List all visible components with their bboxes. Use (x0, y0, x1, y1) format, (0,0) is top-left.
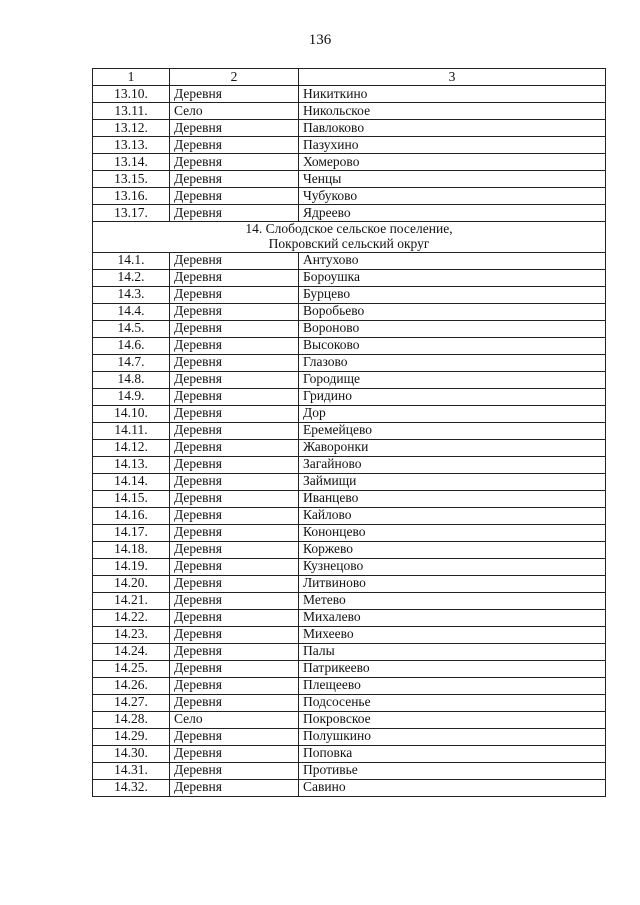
row-number: 13.14. (93, 154, 170, 171)
settlement-type: Деревня (170, 354, 299, 371)
table-row (93, 456, 606, 473)
settlement-name: Ченцы (299, 171, 606, 188)
settlement-name: Никольское (299, 103, 606, 120)
settlement-type: Деревня (170, 541, 299, 558)
row-number: 14.18. (93, 541, 170, 558)
settlement-type: Деревня (170, 205, 299, 222)
settlement-name: Павлоково (299, 120, 606, 137)
row-number: 14.17. (93, 524, 170, 541)
settlement-name: Михалево (299, 609, 606, 626)
table-row (93, 507, 606, 524)
settlement-type: Деревня (170, 120, 299, 137)
settlement-name: Чубуково (299, 188, 606, 205)
row-number: 14.16. (93, 507, 170, 524)
settlement-name: Полушкино (299, 728, 606, 745)
row-number: 14.10. (93, 405, 170, 422)
settlement-type: Деревня (170, 405, 299, 422)
settlement-name: Городище (299, 371, 606, 388)
row-number: 14.24. (93, 643, 170, 660)
row-number: 14.30. (93, 745, 170, 762)
row-number: 14.8. (93, 371, 170, 388)
settlement-type: Деревня (170, 286, 299, 303)
table-row (93, 643, 606, 660)
table-row (93, 86, 606, 103)
table-row (93, 660, 606, 677)
row-number: 14.5. (93, 320, 170, 337)
table-row (93, 779, 606, 796)
row-number: 14.29. (93, 728, 170, 745)
settlement-type: Деревня (170, 422, 299, 439)
settlement-type: Деревня (170, 592, 299, 609)
settlement-name: Кузнецово (299, 558, 606, 575)
table-row (93, 388, 606, 405)
column-header-1: 1 (93, 69, 170, 86)
settlement-type: Деревня (170, 439, 299, 456)
settlement-name: Подсосенье (299, 694, 606, 711)
table-row (93, 728, 606, 745)
settlement-type: Деревня (170, 137, 299, 154)
row-number: 14.9. (93, 388, 170, 405)
settlement-type: Деревня (170, 303, 299, 320)
row-number: 13.17. (93, 205, 170, 222)
row-number: 14.19. (93, 558, 170, 575)
settlement-name: Кононцево (299, 524, 606, 541)
settlement-type: Деревня (170, 388, 299, 405)
section-heading (93, 222, 606, 253)
settlement-name: Жаворонки (299, 439, 606, 456)
row-number: 13.15. (93, 171, 170, 188)
settlement-type: Деревня (170, 252, 299, 269)
row-number: 14.11. (93, 422, 170, 439)
settlement-name: Иванцево (299, 490, 606, 507)
settlement-type: Село (170, 711, 299, 728)
row-number: 14.20. (93, 575, 170, 592)
table-row (93, 592, 606, 609)
settlement-name: Покровское (299, 711, 606, 728)
settlement-type: Деревня (170, 779, 299, 796)
settlement-name: Еремейцево (299, 422, 606, 439)
settlement-type: Деревня (170, 320, 299, 337)
table-row (93, 541, 606, 558)
settlement-type: Деревня (170, 728, 299, 745)
table-row (93, 320, 606, 337)
settlement-name: Патрикеево (299, 660, 606, 677)
row-number: 14.7. (93, 354, 170, 371)
table-row (93, 490, 606, 507)
table-row (93, 745, 606, 762)
settlement-name: Воробьево (299, 303, 606, 320)
table-row (93, 558, 606, 575)
settlement-type: Деревня (170, 371, 299, 388)
section-heading-row (93, 222, 606, 253)
settlement-name: Михеево (299, 626, 606, 643)
settlement-name: Палы (299, 643, 606, 660)
settlement-name: Бурцево (299, 286, 606, 303)
table-row (93, 694, 606, 711)
settlement-name: Вороново (299, 320, 606, 337)
settlement-type: Деревня (170, 188, 299, 205)
table-row (93, 439, 606, 456)
table-row (93, 205, 606, 222)
settlement-type: Деревня (170, 575, 299, 592)
table-row (93, 575, 606, 592)
table-row (93, 422, 606, 439)
table-row (93, 154, 606, 171)
settlement-name: Никиткино (299, 86, 606, 103)
settlement-name: Поповка (299, 745, 606, 762)
settlement-type: Деревня (170, 269, 299, 286)
table-row (93, 252, 606, 269)
table-row (93, 171, 606, 188)
settlement-name: Савино (299, 779, 606, 796)
row-number: 13.10. (93, 86, 170, 103)
settlement-type: Деревня (170, 677, 299, 694)
table-row (93, 137, 606, 154)
settlement-type: Деревня (170, 609, 299, 626)
row-number: 14.2. (93, 269, 170, 286)
table-row (93, 473, 606, 490)
settlement-name: Кайлово (299, 507, 606, 524)
settlement-name: Гридино (299, 388, 606, 405)
table-header-row (93, 69, 606, 86)
table-row (93, 609, 606, 626)
settlement-type: Деревня (170, 558, 299, 575)
settlement-name: Противье (299, 762, 606, 779)
settlement-type: Деревня (170, 762, 299, 779)
row-number: 13.12. (93, 120, 170, 137)
settlement-type: Деревня (170, 337, 299, 354)
settlement-name: Пазухино (299, 137, 606, 154)
row-number: 14.3. (93, 286, 170, 303)
settlement-name: Займищи (299, 473, 606, 490)
settlement-name: Ядреево (299, 205, 606, 222)
row-number: 14.25. (93, 660, 170, 677)
settlement-name: Метево (299, 592, 606, 609)
settlement-name: Бороушка (299, 269, 606, 286)
settlement-type: Село (170, 103, 299, 120)
table-row (93, 371, 606, 388)
settlement-name: Высоково (299, 337, 606, 354)
row-number: 13.13. (93, 137, 170, 154)
column-header-3: 3 (299, 69, 606, 86)
row-number: 14.13. (93, 456, 170, 473)
settlement-name: Загайново (299, 456, 606, 473)
settlement-name: Хомерово (299, 154, 606, 171)
settlement-name: Литвиново (299, 575, 606, 592)
row-number: 14.4. (93, 303, 170, 320)
table-row (93, 711, 606, 728)
table-row (93, 524, 606, 541)
row-number: 14.21. (93, 592, 170, 609)
row-number: 14.32. (93, 779, 170, 796)
table-row (93, 269, 606, 286)
row-number: 13.16. (93, 188, 170, 205)
table-row (93, 677, 606, 694)
table-row (93, 337, 606, 354)
settlement-name: Плещеево (299, 677, 606, 694)
row-number: 14.15. (93, 490, 170, 507)
settlement-type: Деревня (170, 643, 299, 660)
settlement-type: Деревня (170, 626, 299, 643)
page-number: 136 (308, 32, 332, 48)
row-number: 14.28. (93, 711, 170, 728)
settlement-type: Деревня (170, 524, 299, 541)
settlement-type: Деревня (170, 86, 299, 103)
table-row (93, 286, 606, 303)
settlement-type: Деревня (170, 456, 299, 473)
settlements-table (92, 68, 606, 797)
settlement-type: Деревня (170, 694, 299, 711)
settlement-name: Глазово (299, 354, 606, 371)
row-number: 13.11. (93, 103, 170, 120)
settlement-type: Деревня (170, 171, 299, 188)
row-number: 14.12. (93, 439, 170, 456)
table-row (93, 303, 606, 320)
row-number: 14.27. (93, 694, 170, 711)
settlement-type: Деревня (170, 507, 299, 524)
row-number: 14.14. (93, 473, 170, 490)
row-number: 14.1. (93, 252, 170, 269)
settlement-type: Деревня (170, 473, 299, 490)
table-row (93, 762, 606, 779)
settlement-type: Деревня (170, 154, 299, 171)
table-row (93, 188, 606, 205)
settlement-name: Антухово (299, 252, 606, 269)
table-row (93, 626, 606, 643)
table-row (93, 354, 606, 371)
section-heading-line-1: 14. Слободское сельское поселение, (245, 221, 453, 236)
settlement-type: Деревня (170, 745, 299, 762)
row-number: 14.6. (93, 337, 170, 354)
settlement-name: Дор (299, 405, 606, 422)
row-number: 14.26. (93, 677, 170, 694)
row-number: 14.22. (93, 609, 170, 626)
column-header-2: 2 (170, 69, 299, 86)
settlement-name: Коржево (299, 541, 606, 558)
table-row (93, 405, 606, 422)
row-number: 14.31. (93, 762, 170, 779)
row-number: 14.23. (93, 626, 170, 643)
settlement-type: Деревня (170, 660, 299, 677)
table-row (93, 103, 606, 120)
settlement-type: Деревня (170, 490, 299, 507)
section-heading-line-2: Покровский сельский округ (268, 235, 430, 251)
table-row (93, 120, 606, 137)
